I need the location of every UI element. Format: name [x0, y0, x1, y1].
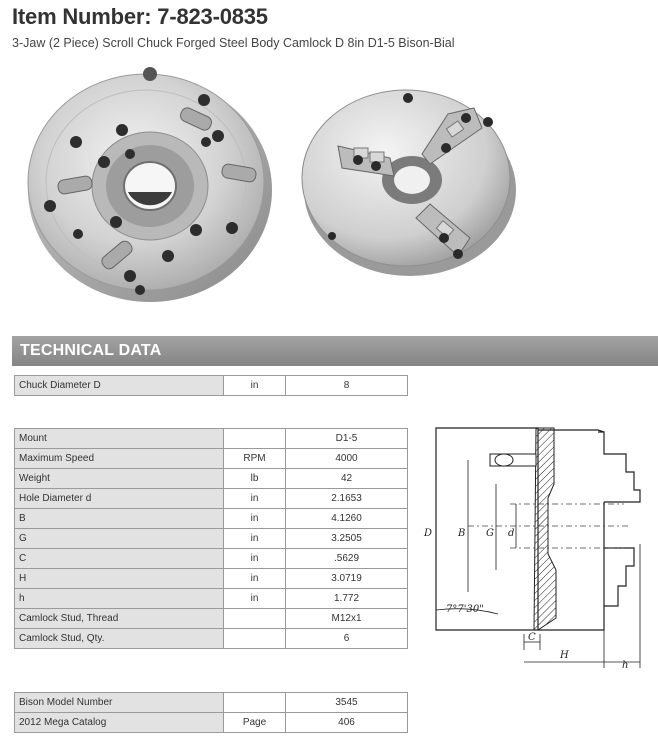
table-row: [15, 589, 408, 609]
spec-label: G: [15, 529, 224, 549]
chuck-front-photo: [298, 68, 518, 280]
spec-unit: in: [224, 376, 286, 396]
spec-label: Weight: [15, 469, 224, 489]
catalog-table: [14, 692, 408, 733]
spec-label: Mount: [15, 429, 224, 449]
spec-value: .5629: [286, 549, 408, 569]
spec-label: C: [15, 549, 224, 569]
dim-label-G: G: [486, 528, 494, 539]
spec-label: Camlock Stud, Thread: [15, 609, 224, 629]
dim-label-d: d: [508, 528, 515, 539]
dim-label-D: D: [424, 528, 433, 539]
chuck-dimension-drawing: [424, 424, 658, 672]
item-number-title: Item Number: 7-823-0835: [12, 4, 268, 29]
spec-unit: lb: [224, 469, 286, 489]
spec-label: Maximum Speed: [15, 449, 224, 469]
dim-label-angle: 7°7'30": [446, 604, 484, 615]
table-row: [15, 429, 408, 449]
dim-label-B: B: [458, 528, 466, 539]
spec-value: 4000: [286, 449, 408, 469]
item-description: 3-Jaw (2 Piece) Scroll Chuck Forged Steel Body Camlock D 8in D1-5 Bison-Bial: [12, 36, 455, 50]
table-row: [15, 449, 408, 469]
dim-label-C: C: [528, 632, 536, 643]
spec-unit: [224, 693, 286, 713]
spec-value: 2.1653: [286, 489, 408, 509]
spec-value: 6: [286, 629, 408, 649]
dim-label-H: H: [560, 650, 569, 661]
spec-value: D1-5: [286, 429, 408, 449]
table-row: [15, 529, 408, 549]
table-row: [15, 549, 408, 569]
spec-unit: [224, 429, 286, 449]
spec-value: 3.2505: [286, 529, 408, 549]
spec-label: Bison Model Number: [15, 693, 224, 713]
chuck-rear-photo: [18, 58, 276, 306]
spec-unit: in: [224, 529, 286, 549]
chuck-diameter-table: [14, 375, 408, 396]
spec-label: B: [15, 509, 224, 529]
table-row: [15, 609, 408, 629]
spec-label: h: [15, 589, 224, 609]
spec-label: H: [15, 569, 224, 589]
spec-label: Hole Diameter d: [15, 489, 224, 509]
spec-label: 2012 Mega Catalog: [15, 713, 224, 733]
spec-unit: RPM: [224, 449, 286, 469]
table-row: [15, 509, 408, 529]
table-row: [15, 629, 408, 649]
spec-unit: [224, 609, 286, 629]
spec-label: Chuck Diameter D: [15, 376, 224, 396]
spec-unit: Page: [224, 713, 286, 733]
spec-value: 406: [286, 713, 408, 733]
specifications-table: [14, 428, 408, 649]
spec-value: 1.772: [286, 589, 408, 609]
spec-unit: in: [224, 549, 286, 569]
table-row: [15, 376, 408, 396]
table-row: [15, 489, 408, 509]
spec-value: 42: [286, 469, 408, 489]
spec-unit: [224, 629, 286, 649]
table-row: [15, 469, 408, 489]
spec-value: 8: [286, 376, 408, 396]
table-row: [15, 713, 408, 733]
technical-data-title: TECHNICAL DATA: [20, 342, 162, 359]
spec-unit: in: [224, 509, 286, 529]
table-row: [15, 693, 408, 713]
technical-data-header: [12, 336, 658, 366]
spec-value: 4.1260: [286, 509, 408, 529]
spec-unit: in: [224, 569, 286, 589]
table-row: [15, 569, 408, 589]
spec-value: 3.0719: [286, 569, 408, 589]
dim-label-h: h: [622, 660, 629, 671]
spec-value: 3545: [286, 693, 408, 713]
spec-unit: in: [224, 589, 286, 609]
spec-label: Camlock Stud, Qty.: [15, 629, 224, 649]
spec-value: M12x1: [286, 609, 408, 629]
spec-unit: in: [224, 489, 286, 509]
